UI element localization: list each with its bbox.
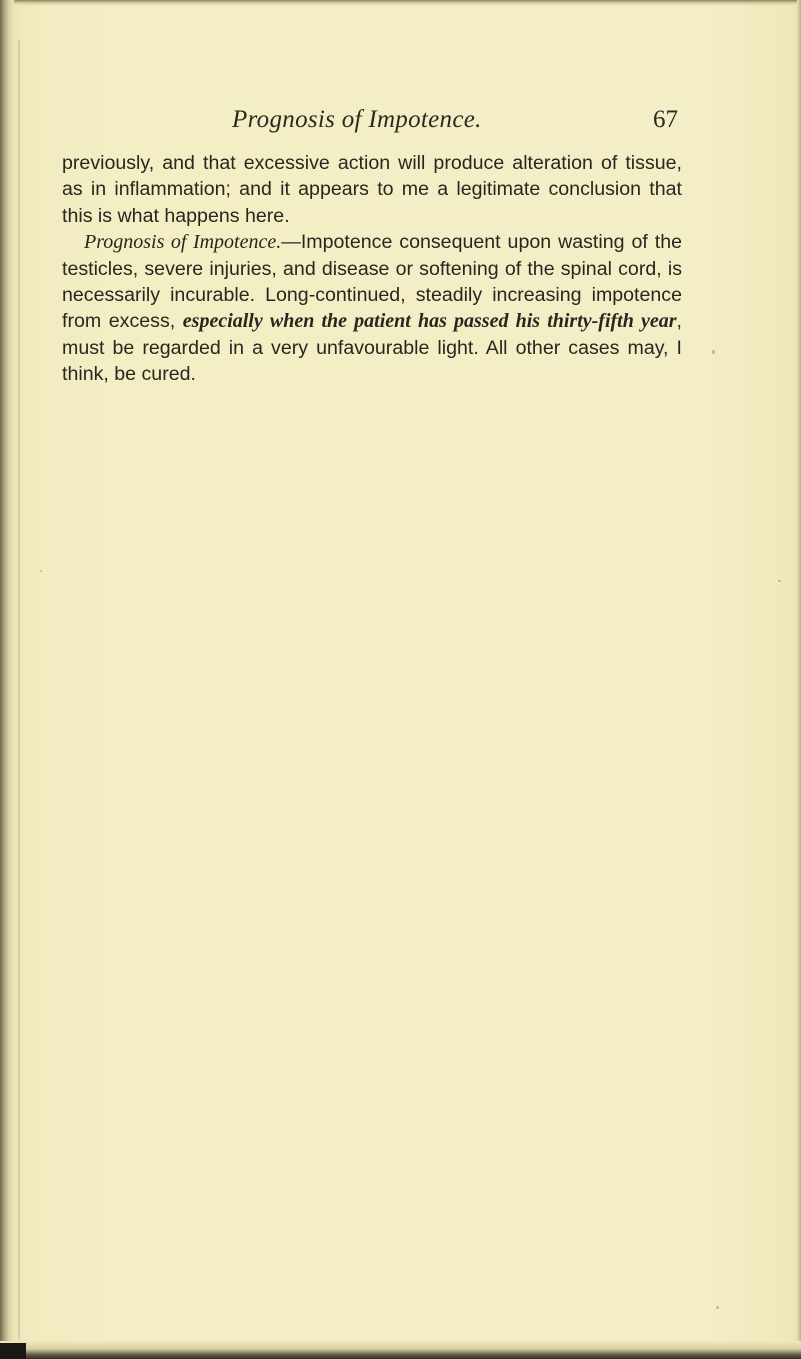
section-heading: Prognosis of Impotence.: [84, 231, 282, 254]
paragraph-2-emphasis: especially when the patient has passed his thirty-fifth year: [182, 310, 677, 333]
running-head: [62, 106, 680, 140]
paper-speck: [712, 350, 715, 354]
paragraph-2: [62, 229, 682, 387]
page-top-edge: [0, 0, 801, 6]
paper-speck: [40, 570, 42, 572]
page-number: 67: [653, 106, 678, 133]
page-bottom-edge: [0, 1341, 801, 1359]
paragraph-1: previously, and that excessive action will produce alteration of tissue, as in inflammation; and it appears to me a legitimate conclusion that this is what happens here.: [62, 152, 682, 227]
binding-crease: [18, 40, 20, 1340]
binding-edge: [0, 0, 14, 1359]
paragraph-2-text-a: —Impotence consequent upon wasting of the testicles, severe injuries, and disease or softening of the spinal cord, is necessarily incurable. Long-continued, steadily increasing impotence from excess,: [62, 231, 682, 333]
paper-speck: [716, 1306, 719, 1309]
paper-speck: [778, 580, 781, 582]
body-text: [62, 150, 682, 388]
page-corner-mark: [0, 1343, 26, 1359]
running-title: Prognosis of Impotence.: [232, 106, 482, 133]
paragraph-2-text-b: , must be regarded in a very unfavourable light. All other cases may, I think, be cured.: [62, 310, 682, 386]
page-right-edge: [797, 0, 801, 1359]
